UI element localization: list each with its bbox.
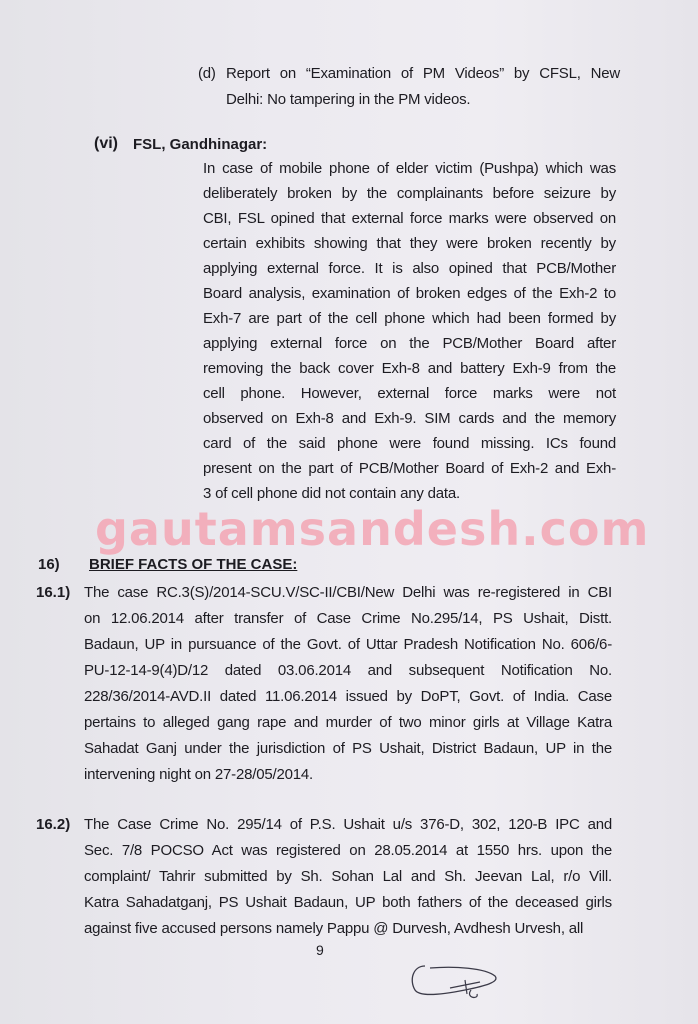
text-line: complaint/ Tahrir submitted by Sh. Sohan Lal and Sh. Jeevan Lal, r/o Vill. [84, 868, 612, 885]
text-line: PU-12-14-9(4)D/12 dated 03.06.2014 and subsequent Notification No. [84, 662, 612, 679]
text-line: Katra Sahadatganj, PS Ushait Badaun, UP both fathers of the deceased girls [84, 894, 612, 911]
section-heading: BRIEF FACTS OF THE CASE: [89, 556, 298, 573]
text-line: CBI, FSL opined that external force marks were observed on [203, 210, 616, 227]
page-number: 9 [316, 942, 324, 958]
text-line: card of the said phone were found missing. ICs found [203, 435, 616, 452]
text-line: removing the back cover Exh-8 and battery Exh-9 from the [203, 360, 616, 377]
text-line: The Case Crime No. 295/14 of P.S. Ushait u/s 376-D, 302, 120-B IPC and [84, 816, 612, 833]
text-line: In case of mobile phone of elder victim (Pushpa) which was [203, 160, 616, 177]
para-number: 16.2) [36, 816, 71, 833]
text-line: intervening night on 27-28/05/2014. [84, 766, 314, 783]
text-line: present on the part of PCB/Mother Board of Exh-2 and Exh- [203, 460, 616, 477]
item-d-line: Delhi: No tampering in the PM videos. [226, 91, 471, 108]
text-line: certain exhibits showing that they were broken recently by [203, 235, 616, 252]
para-number: 16.1) [36, 584, 71, 601]
signature [405, 960, 505, 1005]
text-line: cell phone. However, external force marks were not [203, 385, 616, 402]
text-line: pertains to alleged gang rape and murder of two minor girls at Village Katra [84, 714, 612, 731]
text-line: Sec. 7/8 POCSO Act was registered on 28.05.2014 at 1550 hrs. upon the [84, 842, 612, 859]
text-line: 228/36/2014-AVD.II dated 11.06.2014 issued by DoPT, Govt. of India. Case [84, 688, 612, 705]
text-line: on 12.06.2014 after transfer of Case Crime No.295/14, PS Ushait, Distt. [84, 610, 612, 627]
text-line: applying external force. It is also opined that PCB/Mother [203, 260, 616, 277]
text-line: deliberately broken by the complainants before seizure by [203, 185, 616, 202]
watermark: gautamsandesh.com [95, 502, 650, 556]
item-vi-label: (vi) [94, 135, 118, 152]
item-vi-title: FSL, Gandhinagar: [133, 136, 268, 153]
text-line: observed on Exh-8 and Exh-9. SIM cards and the memory [203, 410, 616, 427]
text-line: Sahadat Ganj under the jurisdiction of PS Ushait, District Badaun, UP in the [84, 740, 612, 757]
text-line: Board analysis, examination of broken edges of the Exh-2 to [203, 285, 616, 302]
item-d-line: Report on “Examination of PM Videos” by CFSL, New [226, 65, 620, 82]
text-line: against five accused persons namely Pappu @ Durvesh, Avdhesh Urvesh, all [84, 920, 584, 937]
item-d-label: (d) [198, 65, 216, 82]
text-line: Exh-7 are part of the cell phone which had been formed by [203, 310, 616, 327]
text-line: Badaun, UP in pursuance of the Govt. of Uttar Pradesh Notification No. 606/6- [84, 636, 612, 653]
text-line: The case RC.3(S)/2014-SCU.V/SC-II/CBI/New Delhi was re-registered in CBI [84, 584, 612, 601]
section-number: 16) [38, 556, 60, 573]
text-line: applying external force on the PCB/Mother Board after [203, 335, 616, 352]
text-line: 3 of cell phone did not contain any data. [203, 485, 460, 502]
